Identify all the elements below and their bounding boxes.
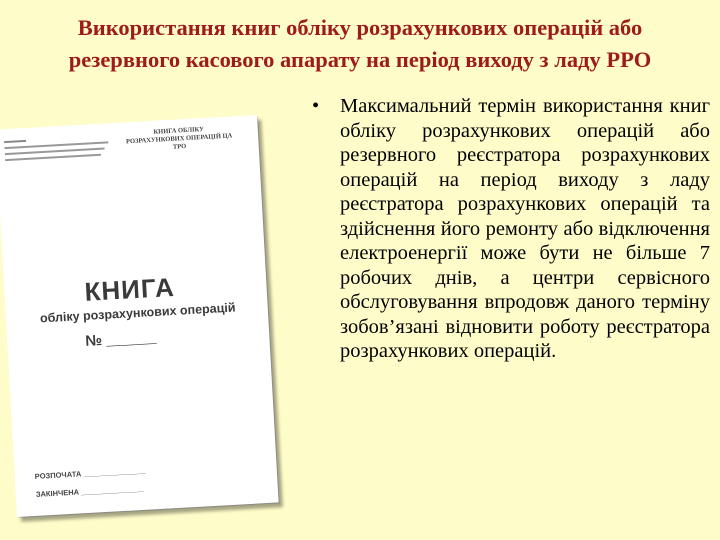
bullet-text: Максимальний термін використання книг обліку розрахункових операцій або резервного реєстратора розрахункових операцій на період виходу з ладу реєстратора розрахункових операцій та здійснення його ремонту або відключення електроенергії може бути не більше 7 робочих днів, а центри сервісного обслуговування впродовж даного терміну зобов’язані відновити роботу реєстратора розрахункових операцій. <box>340 95 710 362</box>
book-image <box>0 98 300 538</box>
slide-title-line-1: Використання книг обліку розрахункових операцій або <box>77 15 643 40</box>
slide-title <box>0 12 720 76</box>
book-cover-title: КНИГА <box>83 271 176 307</box>
book-cover <box>0 115 279 517</box>
book-cover-number: № ______ <box>84 328 157 350</box>
book-cover-subtitle: обліку розрахункових операцій <box>39 300 236 326</box>
book-cover-finished: ЗАКІНЧЕНА _______________ <box>35 483 144 499</box>
bullet-point-icon: • <box>312 95 320 117</box>
book-cover-corner-text: КНИГА ОБЛІКУ РОЗРАХУНКОВИХ ОПЕРАЦІЙ ЦА ТРО <box>125 125 233 151</box>
book-cover-note-lines <box>4 133 116 179</box>
slide-title-line-2: резервного касового апарату на період виходу з ладу РРО <box>68 47 652 72</box>
book-cover-started: РОЗПОЧАТА _______________ <box>34 465 147 481</box>
book-cover-note <box>4 133 116 183</box>
